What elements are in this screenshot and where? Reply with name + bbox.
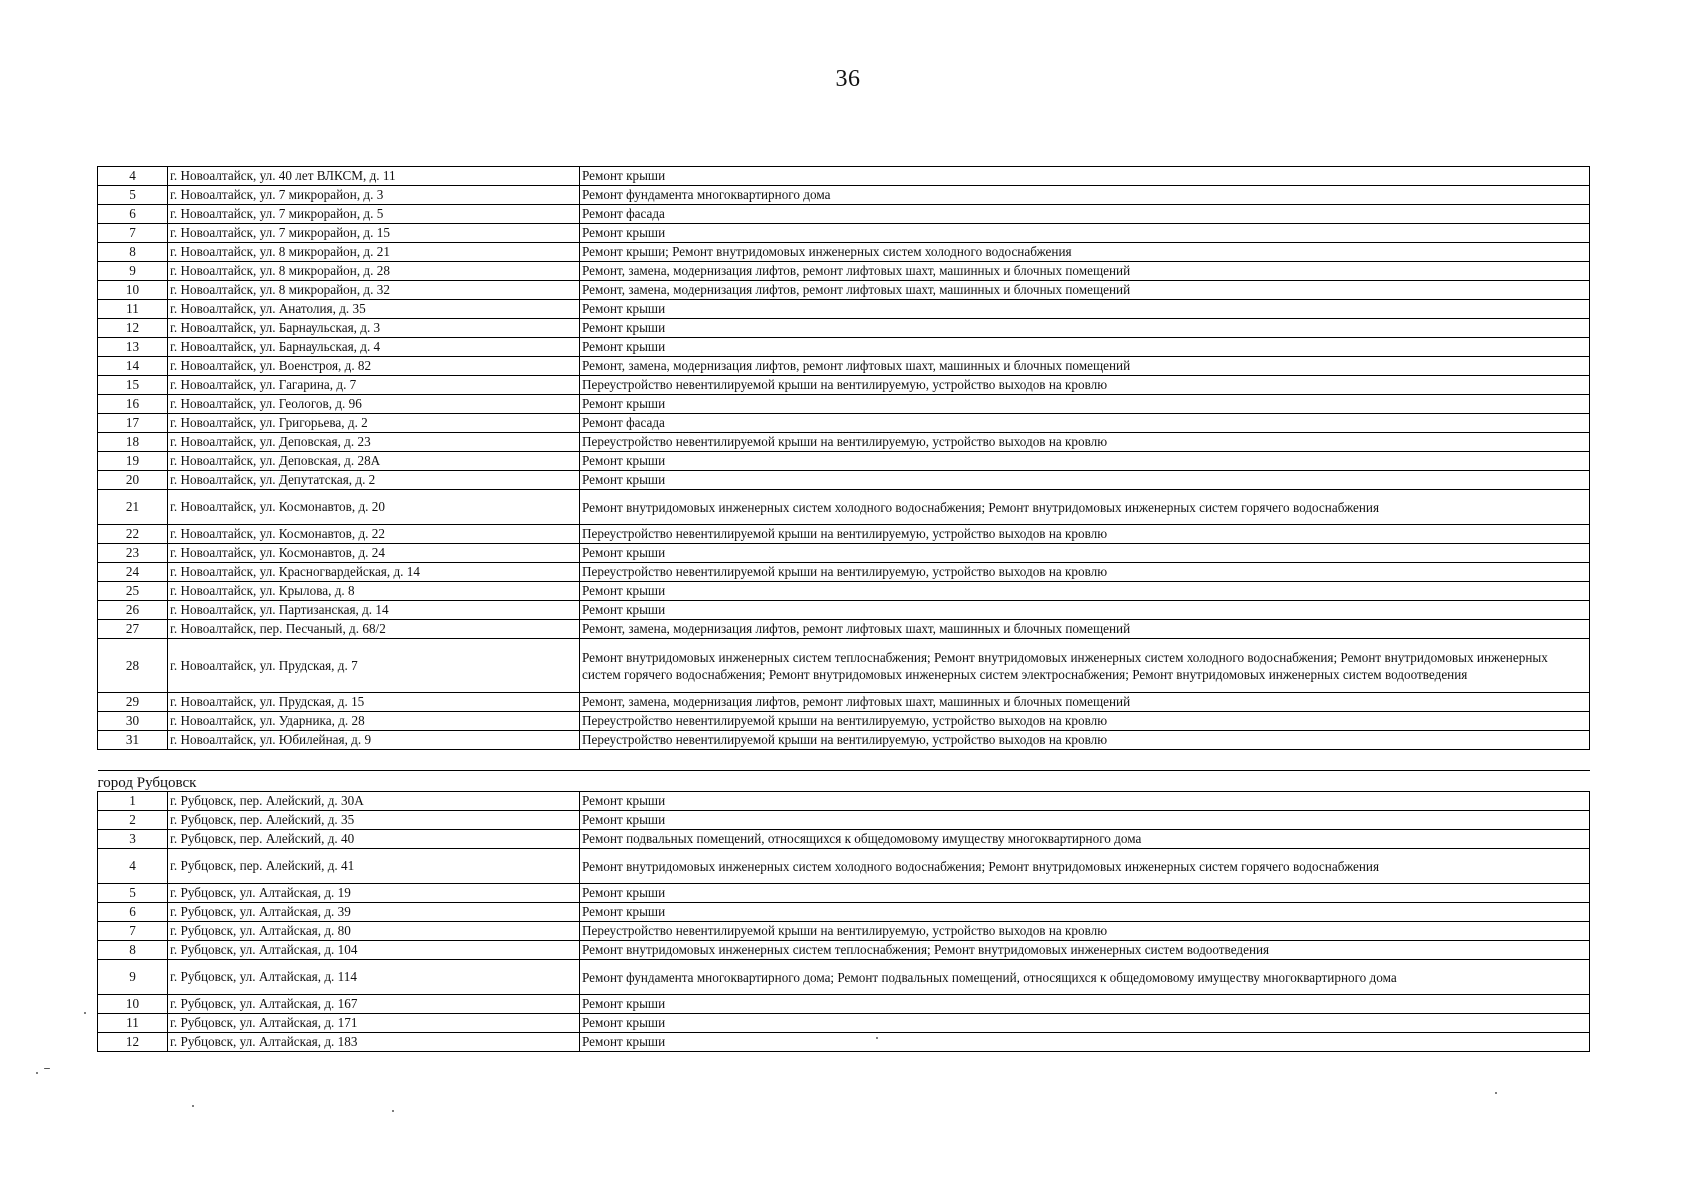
table-row <box>98 319 1590 338</box>
row-number: 1 <box>98 792 168 811</box>
table-row <box>98 452 1590 471</box>
work-type-cell: Ремонт крыши <box>580 338 1590 357</box>
table-row <box>98 414 1590 433</box>
table-row <box>98 357 1590 376</box>
address-cell: г. Рубцовск, ул. Алтайская, д. 167 <box>168 995 580 1014</box>
table-row <box>98 639 1590 693</box>
row-number: 4 <box>98 849 168 884</box>
address-cell: г. Новоалтайск, пер. Песчаный, д. 68/2 <box>168 620 580 639</box>
address-cell: г. Новоалтайск, ул. Деповская, д. 28А <box>168 452 580 471</box>
work-type-cell: Переустройство невентилируемой крыши на вентилируемую, устройство выходов на кровлю <box>580 525 1590 544</box>
work-type-cell: Ремонт крыши <box>580 300 1590 319</box>
address-cell: г. Новоалтайск, ул. Депутатская, д. 2 <box>168 471 580 490</box>
table-row <box>98 205 1590 224</box>
work-type-cell: Ремонт крыши <box>580 1014 1590 1033</box>
address-cell: г. Рубцовск, ул. Алтайская, д. 19 <box>168 884 580 903</box>
address-cell: г. Рубцовск, пер. Алейский, д. 35 <box>168 811 580 830</box>
work-type-cell: Ремонт крыши <box>580 995 1590 1014</box>
table-row <box>98 281 1590 300</box>
scan-speck <box>1495 1092 1497 1094</box>
table-row <box>98 262 1590 281</box>
address-cell: г. Новоалтайск, ул. Юбилейная, д. 9 <box>168 731 580 750</box>
table-row <box>98 620 1590 639</box>
table-row <box>98 376 1590 395</box>
work-type-cell: Ремонт крыши <box>580 452 1590 471</box>
row-number: 7 <box>98 922 168 941</box>
row-number: 7 <box>98 224 168 243</box>
address-cell: г. Новоалтайск, ул. Анатолия, д. 35 <box>168 300 580 319</box>
address-cell: г. Новоалтайск, ул. Партизанская, д. 14 <box>168 601 580 620</box>
separator-row <box>98 750 1590 771</box>
section-title: город Рубцовск <box>98 771 1590 792</box>
table-row <box>98 731 1590 750</box>
address-cell: г. Новоалтайск, ул. Красногвардейская, д. 14 <box>168 563 580 582</box>
repair-program-sheet <box>97 166 1589 1052</box>
work-type-cell: Ремонт внутридомовых инженерных систем холодного водоснабжения; Ремонт внутридомовых инженерных систем горячего водоснабжения <box>580 849 1590 884</box>
row-number: 30 <box>98 712 168 731</box>
work-type-cell: Ремонт крыши <box>580 224 1590 243</box>
row-number: 5 <box>98 884 168 903</box>
work-type-cell: Ремонт крыши <box>580 395 1590 414</box>
address-cell: г. Новоалтайск, ул. 7 микрорайон, д. 3 <box>168 186 580 205</box>
row-number: 12 <box>98 1033 168 1052</box>
table-row <box>98 792 1590 811</box>
address-cell: г. Рубцовск, ул. Алтайская, д. 39 <box>168 903 580 922</box>
table-row <box>98 300 1590 319</box>
row-number: 8 <box>98 243 168 262</box>
row-number: 9 <box>98 262 168 281</box>
table-row <box>98 922 1590 941</box>
address-cell: г. Рубцовск, ул. Алтайская, д. 80 <box>168 922 580 941</box>
address-cell: г. Новоалтайск, ул. 7 микрорайон, д. 15 <box>168 224 580 243</box>
table-row <box>98 693 1590 712</box>
row-number: 6 <box>98 205 168 224</box>
row-number: 18 <box>98 433 168 452</box>
work-type-cell: Ремонт крыши <box>580 884 1590 903</box>
row-number: 15 <box>98 376 168 395</box>
address-cell: г. Рубцовск, ул. Алтайская, д. 104 <box>168 941 580 960</box>
address-cell: г. Новоалтайск, ул. Григорьева, д. 2 <box>168 414 580 433</box>
table-row <box>98 395 1590 414</box>
work-type-cell: Ремонт, замена, модернизация лифтов, ремонт лифтовых шахт, машинных и блочных помещений <box>580 262 1590 281</box>
table-row <box>98 712 1590 731</box>
row-number: 11 <box>98 1014 168 1033</box>
table-row <box>98 186 1590 205</box>
scan-speck <box>392 1110 394 1112</box>
table-row <box>98 884 1590 903</box>
page-number: 36 <box>835 66 861 92</box>
row-number: 6 <box>98 903 168 922</box>
row-number: 9 <box>98 960 168 995</box>
work-type-cell: Переустройство невентилируемой крыши на вентилируемую, устройство выходов на кровлю <box>580 433 1590 452</box>
address-cell: г. Новоалтайск, ул. 8 микрорайон, д. 32 <box>168 281 580 300</box>
work-type-cell: Переустройство невентилируемой крыши на вентилируемую, устройство выходов на кровлю <box>580 563 1590 582</box>
work-type-cell: Ремонт фасада <box>580 414 1590 433</box>
address-cell: г. Новоалтайск, ул. Гагарина, д. 7 <box>168 376 580 395</box>
work-type-cell: Переустройство невентилируемой крыши на вентилируемую, устройство выходов на кровлю <box>580 731 1590 750</box>
scan-speck <box>876 1037 878 1039</box>
row-number: 12 <box>98 319 168 338</box>
address-cell: г. Рубцовск, ул. Алтайская, д. 183 <box>168 1033 580 1052</box>
address-cell: г. Новоалтайск, ул. Ударника, д. 28 <box>168 712 580 731</box>
work-type-cell: Ремонт крыши <box>580 601 1590 620</box>
section-header-row <box>98 771 1590 792</box>
address-cell: г. Новоалтайск, ул. Космонавтов, д. 24 <box>168 544 580 563</box>
scan-speck <box>44 1068 50 1069</box>
work-type-cell: Ремонт фундамента многоквартирного дома; Ремонт подвальных помещений, относящихся к общедомовому имуществу многоквартирного дома <box>580 960 1590 995</box>
work-type-cell: Ремонт, замена, модернизация лифтов, ремонт лифтовых шахт, машинных и блочных помещений <box>580 281 1590 300</box>
scan-speck <box>192 1105 194 1107</box>
row-number: 24 <box>98 563 168 582</box>
address-cell: г. Новоалтайск, ул. Деповская, д. 23 <box>168 433 580 452</box>
address-cell: г. Рубцовск, ул. Алтайская, д. 171 <box>168 1014 580 1033</box>
address-cell: г. Новоалтайск, ул. 8 микрорайон, д. 21 <box>168 243 580 262</box>
work-type-cell: Ремонт крыши <box>580 544 1590 563</box>
table-row <box>98 941 1590 960</box>
address-cell: г. Рубцовск, пер. Алейский, д. 40 <box>168 830 580 849</box>
row-number: 10 <box>98 281 168 300</box>
work-type-cell: Ремонт, замена, модернизация лифтов, ремонт лифтовых шахт, машинных и блочных помещений <box>580 357 1590 376</box>
table-row <box>98 960 1590 995</box>
table-row <box>98 830 1590 849</box>
table-row <box>98 1033 1590 1052</box>
row-number: 23 <box>98 544 168 563</box>
row-number: 31 <box>98 731 168 750</box>
table-row <box>98 525 1590 544</box>
table-row <box>98 338 1590 357</box>
scan-speck <box>36 1072 38 1074</box>
row-number: 3 <box>98 830 168 849</box>
address-cell: г. Рубцовск, пер. Алейский, д. 30А <box>168 792 580 811</box>
address-cell: г. Рубцовск, пер. Алейский, д. 41 <box>168 849 580 884</box>
row-number: 25 <box>98 582 168 601</box>
row-number: 27 <box>98 620 168 639</box>
address-cell: г. Новоалтайск, ул. Барнаульская, д. 3 <box>168 319 580 338</box>
work-type-cell: Ремонт подвальных помещений, относящихся к общедомовому имуществу многоквартирного дома <box>580 830 1590 849</box>
row-number: 8 <box>98 941 168 960</box>
work-type-cell: Ремонт, замена, модернизация лифтов, ремонт лифтовых шахт, машинных и блочных помещений <box>580 620 1590 639</box>
row-number: 13 <box>98 338 168 357</box>
address-cell: г. Новоалтайск, ул. Крылова, д. 8 <box>168 582 580 601</box>
table-row <box>98 811 1590 830</box>
row-number: 16 <box>98 395 168 414</box>
row-number: 11 <box>98 300 168 319</box>
address-cell: г. Новоалтайск, ул. Барнаульская, д. 4 <box>168 338 580 357</box>
address-cell: г. Новоалтайск, ул. Военстроя, д. 82 <box>168 357 580 376</box>
table-row <box>98 995 1590 1014</box>
row-number: 28 <box>98 639 168 693</box>
table-row <box>98 224 1590 243</box>
table-row <box>98 243 1590 262</box>
table-row <box>98 544 1590 563</box>
work-type-cell: Ремонт, замена, модернизация лифтов, ремонт лифтовых шахт, машинных и блочных помещений <box>580 693 1590 712</box>
work-type-cell: Ремонт фасада <box>580 205 1590 224</box>
work-type-cell: Ремонт внутридомовых инженерных систем теплоснабжения; Ремонт внутридомовых инженерных систем водоотведения <box>580 941 1590 960</box>
scan-speck <box>84 1012 86 1014</box>
table-row <box>98 903 1590 922</box>
novoaltaysk-rows <box>98 167 1590 750</box>
address-cell: г. Новоалтайск, ул. 7 микрорайон, д. 5 <box>168 205 580 224</box>
address-cell: г. Новоалтайск, ул. Геологов, д. 96 <box>168 395 580 414</box>
row-number: 14 <box>98 357 168 376</box>
address-cell: г. Новоалтайск, ул. Космонавтов, д. 22 <box>168 525 580 544</box>
rubtsovsk-rows <box>98 792 1590 1052</box>
address-cell: г. Новоалтайск, ул. Прудская, д. 15 <box>168 693 580 712</box>
work-type-cell: Ремонт крыши; Ремонт внутридомовых инженерных систем холодного водоснабжения <box>580 243 1590 262</box>
work-type-cell: Ремонт крыши <box>580 792 1590 811</box>
work-type-cell: Ремонт фундамента многоквартирного дома <box>580 186 1590 205</box>
work-type-cell: Ремонт крыши <box>580 471 1590 490</box>
work-type-cell: Ремонт крыши <box>580 167 1590 186</box>
address-cell: г. Новоалтайск, ул. Прудская, д. 7 <box>168 639 580 693</box>
table-row <box>98 582 1590 601</box>
row-number: 4 <box>98 167 168 186</box>
row-number: 19 <box>98 452 168 471</box>
table-row <box>98 167 1590 186</box>
section-separator <box>98 750 1590 792</box>
work-type-cell: Ремонт внутридомовых инженерных систем холодного водоснабжения; Ремонт внутридомовых инженерных систем горячего водоснабжения <box>580 490 1590 525</box>
work-type-cell: Ремонт крыши <box>580 903 1590 922</box>
row-number: 10 <box>98 995 168 1014</box>
work-type-cell: Переустройство невентилируемой крыши на вентилируемую, устройство выходов на кровлю <box>580 922 1590 941</box>
repair-table <box>97 166 1590 1052</box>
address-cell: г. Рубцовск, ул. Алтайская, д. 114 <box>168 960 580 995</box>
row-number: 20 <box>98 471 168 490</box>
work-type-cell: Переустройство невентилируемой крыши на вентилируемую, устройство выходов на кровлю <box>580 712 1590 731</box>
row-number: 29 <box>98 693 168 712</box>
row-number: 5 <box>98 186 168 205</box>
table-row <box>98 1014 1590 1033</box>
work-type-cell: Ремонт крыши <box>580 582 1590 601</box>
row-number: 22 <box>98 525 168 544</box>
work-type-cell: Ремонт внутридомовых инженерных систем теплоснабжения; Ремонт внутридомовых инженерных систем холодного водоснабжения; Ремонт внутридомовых инженерных систем горячего водоснабжения; Ремонт внутридомовых инженерных систем электроснабжения; Ремонт внутридомовых инженерных систем водоотведения <box>580 639 1590 693</box>
work-type-cell: Ремонт крыши <box>580 319 1590 338</box>
table-row <box>98 433 1590 452</box>
row-number: 2 <box>98 811 168 830</box>
table-row <box>98 490 1590 525</box>
table-row <box>98 849 1590 884</box>
work-type-cell: Ремонт крыши <box>580 1033 1590 1052</box>
table-row <box>98 601 1590 620</box>
row-number: 17 <box>98 414 168 433</box>
address-cell: г. Новоалтайск, ул. Космонавтов, д. 20 <box>168 490 580 525</box>
row-number: 26 <box>98 601 168 620</box>
work-type-cell: Переустройство невентилируемой крыши на вентилируемую, устройство выходов на кровлю <box>580 376 1590 395</box>
address-cell: г. Новоалтайск, ул. 8 микрорайон, д. 28 <box>168 262 580 281</box>
table-row <box>98 471 1590 490</box>
work-type-cell: Ремонт крыши <box>580 811 1590 830</box>
row-number: 21 <box>98 490 168 525</box>
table-row <box>98 563 1590 582</box>
address-cell: г. Новоалтайск, ул. 40 лет ВЛКСМ, д. 11 <box>168 167 580 186</box>
